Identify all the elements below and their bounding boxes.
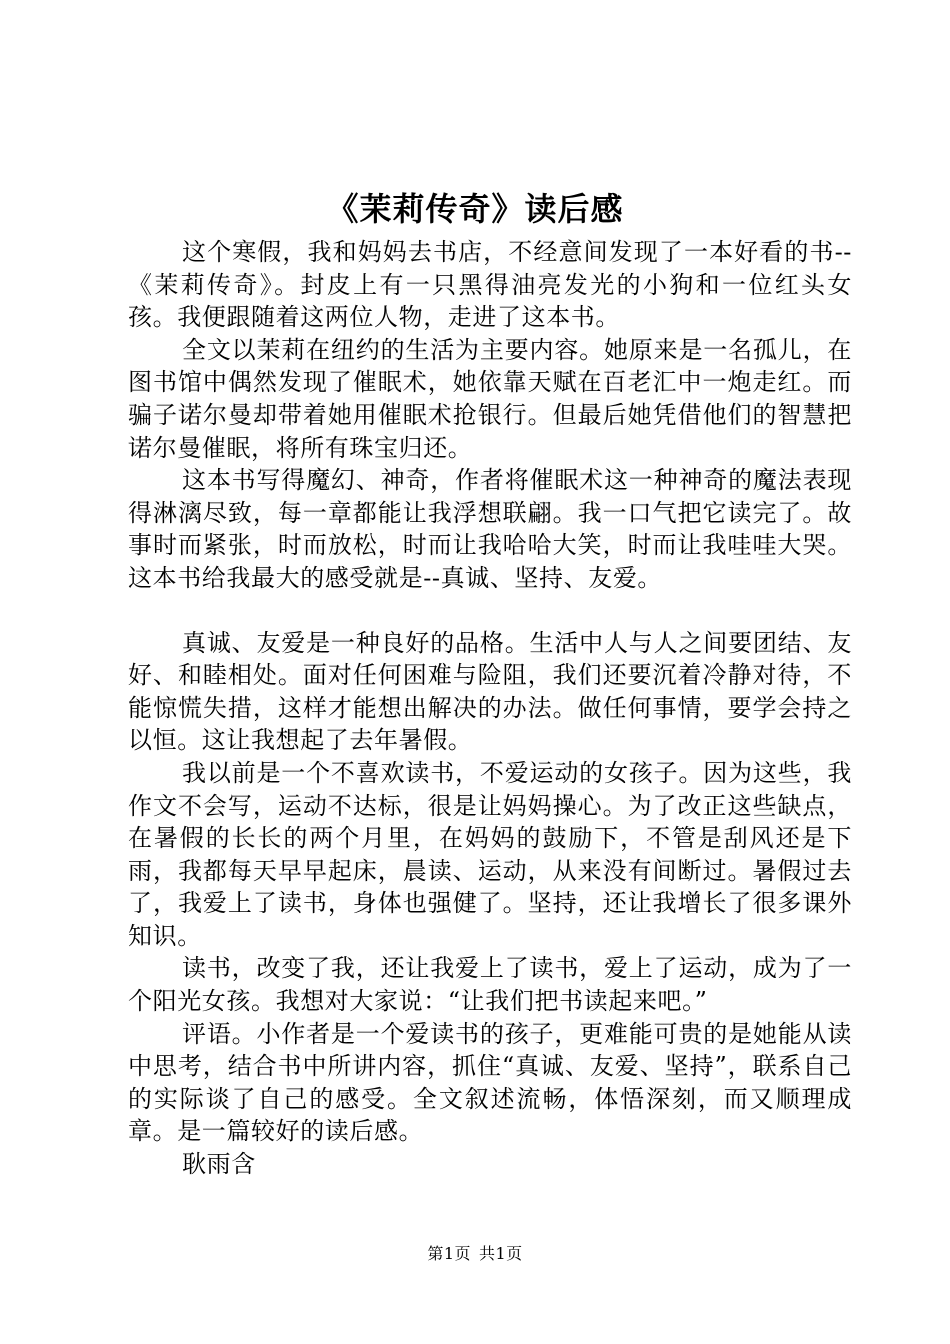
paragraph-summary: 全文以茉莉在纽约的生活为主要内容。她原来是一名孤儿，在图书馆中偶然发现了催眠术，她依靠天赋在百老汇中一炮走红。而骗子诺尔曼却带着她用催眠术抢银行。但最后她凭借他们的智慧把诺尔曼催眠，将所有珠宝归还。 bbox=[128, 335, 852, 462]
paragraph-gap bbox=[128, 595, 852, 627]
page-number: 第1页 bbox=[427, 1244, 471, 1263]
document-body bbox=[128, 236, 852, 1181]
paragraph-comment: 评语。小作者是一个爱读书的孩子，更难能可贵的是她能从读中思考，结合书中所讲内容，抓住“真诚、友爱、坚持”，联系自己的实际谈了自己的感受。全文叙述流畅，体悟深刻，而又顺理成章。是一篇较好的读后感。 bbox=[128, 1019, 852, 1146]
paragraph-intro: 这个寒假，我和妈妈去书店，不经意间发现了一本好看的书--《茉莉传奇》。封皮上有一只黑得油亮发光的小狗和一位红头女孩。我便跟随着这两位人物，走进了这本书。 bbox=[128, 238, 852, 332]
page-footer bbox=[0, 1244, 950, 1264]
paragraph-virtues: 真诚、友爱是一种良好的品格。生活中人与人之间要团结、友好、和睦相处。面对任何困难与险阻，我们还要沉着冷静对待，不能惊慌失措，这样才能想出解决的办法。做任何事情，要学会持之以恒。这让我想起了去年暑假。 bbox=[128, 628, 852, 755]
author-name: 耿雨含 bbox=[182, 1150, 256, 1179]
paragraph-summer: 我以前是一个不喜欢读书，不爱运动的女孩子。因为这些，我作文不会写，运动不达标，很是让妈妈操心。为了改正这些缺点，在暑假的长长的两个月里，在妈妈的鼓励下，不管是刮风还是下雨，我都每天早早起床，晨读、运动，从来没有间断过。暑假过去了，我爱上了读书，身体也强健了。坚持，还让我增长了很多课外知识。 bbox=[128, 758, 852, 950]
paragraph-impression: 这本书写得魔幻、神奇，作者将催眠术这一种神奇的魔法表现得淋漓尽致，每一章都能让我浮想联翩。我一口气把它读完了。故事时而紧张，时而放松，时而让我哈哈大笑，时而让我哇哇大哭。这本书给我最大的感受就是--真诚、坚持、友爱。 bbox=[128, 466, 852, 592]
page-total: 共1页 bbox=[479, 1244, 523, 1263]
paragraph-conclusion: 读书，改变了我，还让我爱上了读书，爱上了运动，成为了一个阳光女孩。我想对大家说：“让我们把书读起来吧。” bbox=[128, 954, 852, 1016]
document-title: 《茉莉传奇》读后感 bbox=[326, 190, 624, 228]
